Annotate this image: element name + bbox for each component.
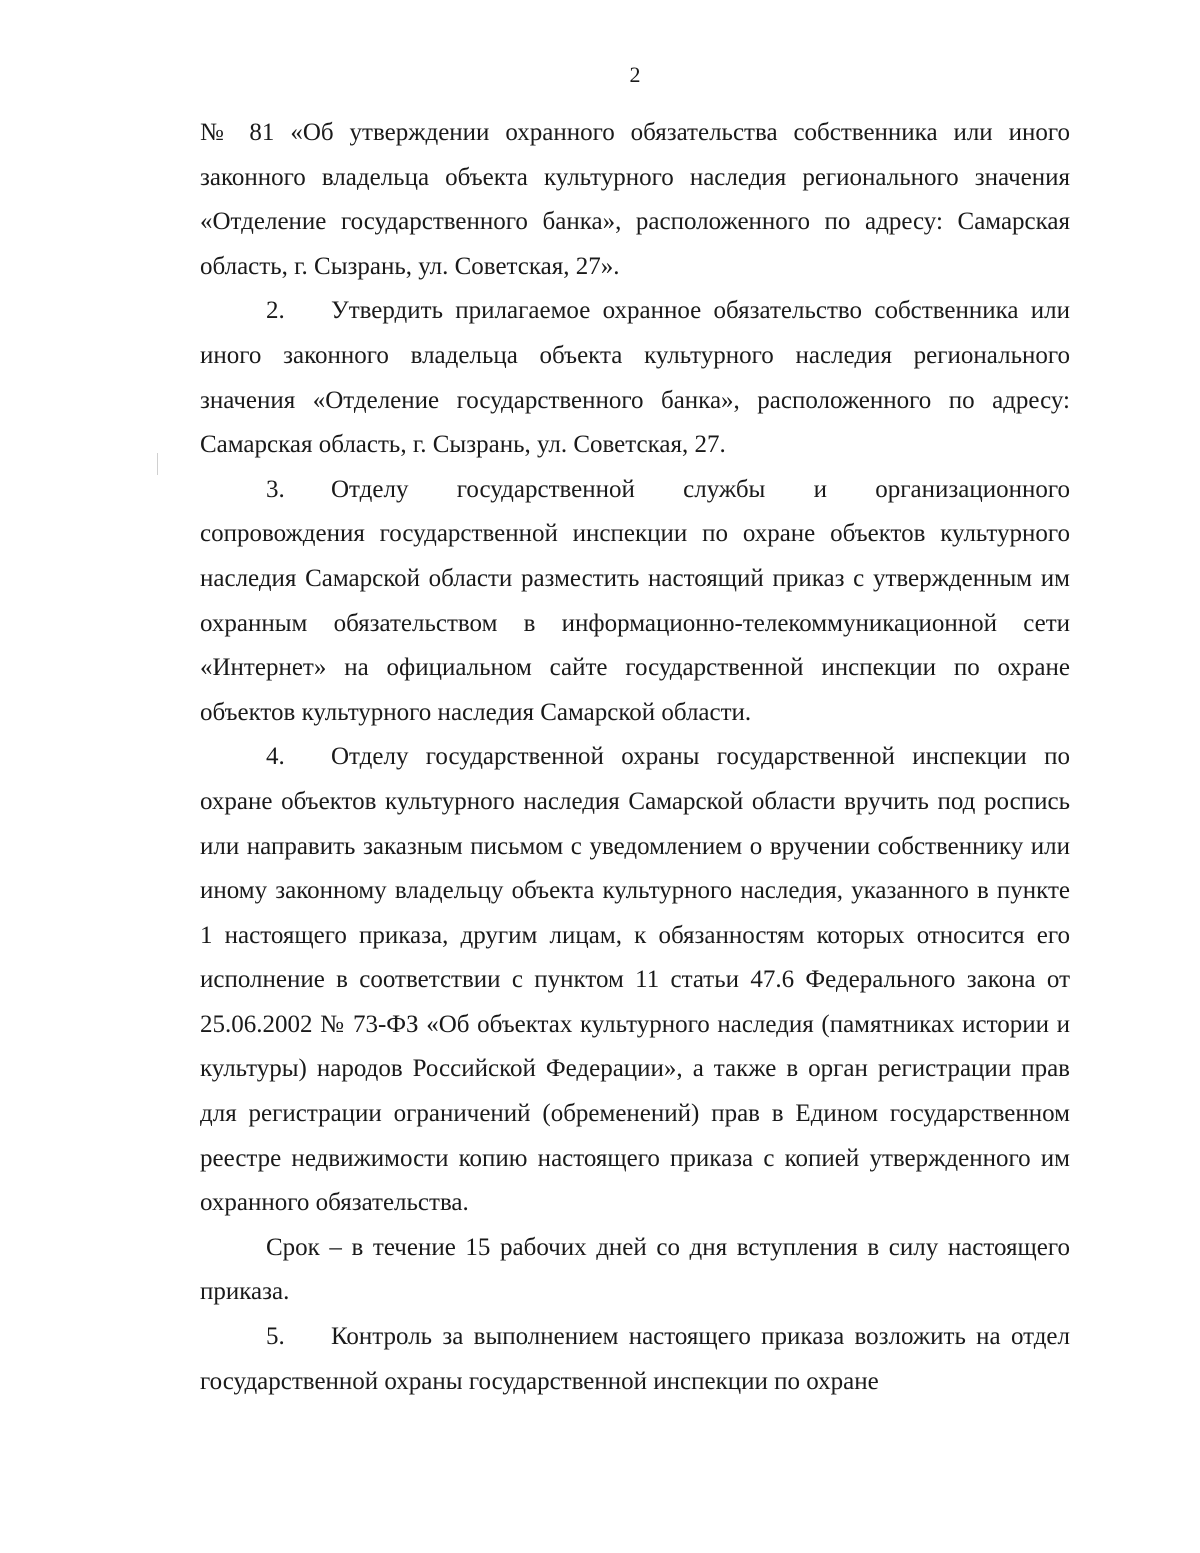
paragraph-text: Отделу государственной охраны государственной инспекции по охране объектов культурного наследия Самарской области вручить под роспись или направить заказным письмом с уведомлением о вручении собственнику или иному законному владельцу объекта культурного наследия, указанного в пункте 1 настоящего приказа, другим лицам, к обязанностям которых относится его исполнение в соответствии с пунктом 11 статьи 47.6 Федерального закона от 25.06.2002 № 73-ФЗ «Об объектах культурного наследия (памятниках истории и культуры) народов Российской Федерации», а также в орган регистрации прав для регистрации ограничений (обременений) прав в Едином государственном реестре недвижимости копию настоящего приказа с копией утвержденного им охранного обязательства. [200, 743, 1070, 1217]
page-number: 2 [629, 62, 641, 87]
paragraph-continuation: № 81 «Об утверждении охранного обязательства собственника или иного законного владельца объекта культурного наследия регионального значения «Отделение государственного банка», расположенного по адресу: Самарская область, г. Сызрань, ул. Советская, 27». [200, 119, 1070, 280]
document-body [200, 111, 1070, 1404]
paragraph-4 [200, 735, 1070, 1226]
paragraph-number: 3. [266, 475, 285, 503]
paragraph-5 [200, 1315, 1070, 1404]
paragraph-number: 4. [266, 743, 285, 771]
paragraph-number: 5. [266, 1323, 285, 1351]
paragraph-3 [200, 468, 1070, 736]
paragraph-number: 2. [266, 297, 285, 325]
paragraph-2 [200, 289, 1070, 467]
paragraph-text: Утвердить прилагаемое охранное обязательство собственника или иного законного владельца объекта культурного наследия регионального значения «Отделение государственного банка», расположенного по адресу: Самарская область, г. Сызрань, ул. Советская, 27. [200, 297, 1070, 459]
paragraph-text: Контроль за выполнением настоящего приказа возложить на отдел государственной охраны государственной инспекции по охране [200, 1323, 1070, 1395]
scan-mark [157, 453, 158, 475]
paragraph-text: Отделу государственной службы и организационного сопровождения государственной инспекции по охране объектов культурного наследия Самарской области разместить настоящий приказ с утвержденным им охранным обязательством в информационно-телекоммуникационной сети «Интернет» на официальном сайте государственной инспекции по охране объектов культурного наследия Самарской области. [200, 475, 1070, 726]
paragraph-deadline: Срок – в течение 15 рабочих дней со дня вступления в силу настоящего приказа. [200, 1233, 1070, 1306]
